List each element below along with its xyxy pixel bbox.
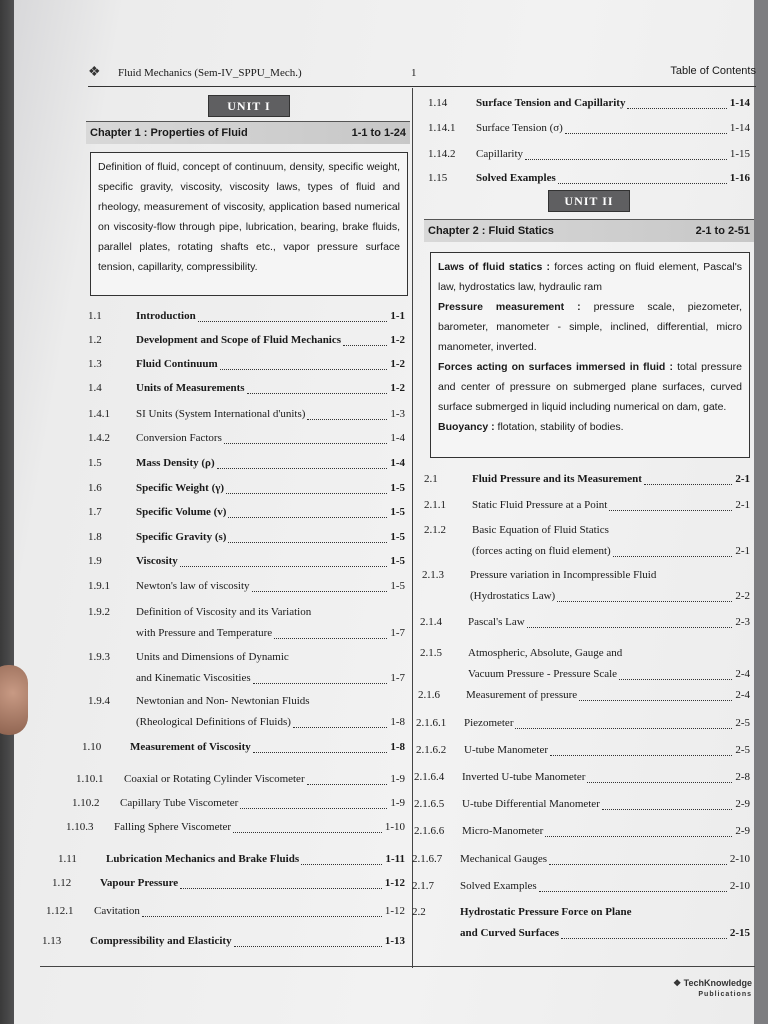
toc-entry-number: 2.1.4 (420, 616, 442, 628)
toc-entry-leader (253, 672, 388, 684)
toc-entry-title: Cavitation (94, 905, 140, 917)
toc-entry-number: 2.1.3 (422, 569, 444, 581)
toc-entry-title: U-tube Manometer (464, 744, 548, 756)
toc-entry-number: 1.12 (52, 877, 72, 889)
syllabus-body-buoyancy: flotation, stability of bodies. (494, 421, 624, 433)
toc-entry-leader (293, 716, 387, 728)
toc-entry-title: Units and Dimensions of Dynamic (136, 651, 289, 663)
toc-entry-page: 2-4 (735, 689, 750, 701)
toc-entry-leader (180, 555, 388, 567)
brand-sub: Publications (698, 991, 752, 998)
toc-entry-page: 1-8 (390, 741, 405, 753)
toc-entry-title: SI Units (System International d'units) (136, 408, 306, 420)
toc-entry-number: 1.12.1 (46, 905, 74, 917)
toc-entry-title: Piezometer (464, 717, 514, 729)
toc-entry-leader (619, 668, 732, 680)
toc-entry-title: Development and Scope of Fluid Mechanics (136, 334, 342, 346)
toc-entry (88, 531, 405, 549)
toc-entry-title: Static Fluid Pressure at a Point (472, 499, 608, 511)
toc-entry-leader (587, 771, 732, 783)
toc-entry-leader (565, 122, 727, 134)
toc-entry-leader (217, 457, 388, 469)
toc-entry-leader (228, 531, 387, 543)
toc-entry-title: Measurement of pressure (466, 689, 578, 701)
toc-entry-leader (233, 821, 382, 833)
toc-entry-page: 2-10 (729, 853, 750, 865)
toc-entry (424, 499, 750, 517)
toc-entry-page: 1-2 (390, 382, 405, 394)
toc-entry-number: 2.1.1 (424, 499, 446, 511)
toc-entry-leader (602, 798, 732, 810)
toc-entry-number: 1.9.1 (88, 580, 110, 592)
toc-entry-leader (253, 741, 388, 753)
toc-entry-page: 1-2 (390, 334, 405, 346)
toc-entry (422, 569, 750, 602)
toc-entry-number: 1.10.1 (76, 773, 104, 785)
toc-entry-number: 1.6 (88, 482, 102, 494)
toc-entry-page: 2-10 (729, 880, 750, 892)
page-header (88, 64, 756, 87)
toc-entry-number: 1.9.2 (88, 606, 110, 618)
toc-entry-title: Inverted U-tube Manometer (462, 771, 586, 783)
toc-entry-leader (557, 590, 732, 602)
toc-entry-title: Newton's law of viscosity (136, 580, 250, 592)
toc-entry-number: 2.1.6.5 (414, 798, 445, 810)
toc-entry-title: Fluid Pressure and its Measurement (472, 473, 642, 485)
toc-entry-title: Introduction (136, 310, 196, 322)
toc-entry-page: 1-5 (390, 531, 405, 543)
toc-entry-page: 1-5 (390, 506, 405, 518)
toc-entry (42, 935, 405, 953)
toc-entry (46, 905, 405, 923)
book-title: Fluid Mechanics (Sem-IV_SPPU_Mech.) (118, 67, 302, 79)
toc-entry-number: 2.1 (424, 473, 438, 485)
toc-entry-number: 2.1.2 (424, 524, 446, 536)
toc-entry-page: 1-8 (390, 716, 405, 728)
toc-entry-title-continued: Vacuum Pressure - Pressure Scale (468, 668, 618, 680)
toc-entry-leader (561, 927, 727, 939)
toc-entry-number: 1.10.2 (72, 797, 100, 809)
toc-entry-number: 2.1.6.1 (416, 717, 447, 729)
toc-entry (412, 906, 750, 939)
toc-entry-page: 1-5 (390, 555, 405, 567)
toc-entry-number: 2.1.5 (420, 647, 442, 659)
toc-entry-title: Pressure variation in Incompressible Fluid (470, 569, 657, 581)
toc-entry (420, 616, 750, 634)
toc-entry-page: 1-3 (390, 408, 405, 420)
chapter-1-title: Chapter 1 : Properties of Fluid (90, 127, 248, 139)
toc-entry-page: 2-9 (735, 825, 750, 837)
toc-entry-leader (198, 310, 388, 322)
toc-entry-title: Fluid Continuum (136, 358, 218, 370)
toc-entry-number: 2.1.7 (412, 880, 434, 892)
toc-entry (414, 771, 750, 789)
chapter-1-pages: 1-1 to 1-24 (351, 127, 406, 139)
toc-entry (88, 310, 405, 328)
toc-entry-page: 2-2 (735, 590, 750, 602)
toc-entry-title: Capillary Tube Viscometer (120, 797, 239, 809)
toc-entry (88, 555, 405, 573)
toc-entry-page: 1-4 (390, 432, 405, 444)
syllabus-head-pressure: Pressure measurement : (438, 301, 581, 313)
toc-entry-leader (224, 432, 387, 444)
toc-entry-title: Coaxial or Rotating Cylinder Viscometer (124, 773, 305, 785)
toc-entry (412, 853, 750, 871)
toc-entry-leader (558, 172, 727, 184)
toc-entry-leader (609, 499, 732, 511)
chapter-2-pages: 2-1 to 2-51 (695, 225, 750, 237)
toc-entry-leader (613, 545, 733, 557)
chapter-1-syllabus: Definition of fluid, concept of continuum, density, specific weight, specific gravity, viscosity, viscosity laws, types of fluid and rheology, measurement of viscosity, application based numerical on viscosity-flow through pipe, lubrication, bearing, brake fluids, parallel plates, rotating shafts etc., vapor pressure surface tension, capillarity, compressibility. (90, 152, 408, 296)
toc-entry-leader (550, 744, 732, 756)
toc-entry-leader (274, 627, 387, 639)
page-number: 1 (411, 67, 417, 79)
toc-entry-number: 1.9 (88, 555, 102, 567)
syllabus-head-laws: Laws of fluid statics : (438, 261, 551, 273)
toc-entry (416, 744, 750, 762)
toc-entry-page: 1-14 (729, 97, 750, 109)
toc-entry-page: 2-15 (729, 927, 750, 939)
toc-entry-title: Vapour Pressure (100, 877, 179, 889)
syllabus-head-forces: Forces acting on surfaces immersed in fluid : (438, 361, 673, 373)
toc-entry-leader (527, 616, 733, 628)
chapter-2-syllabus (430, 252, 750, 458)
toc-entry-title: Hydrostatic Pressure Force on Plane (460, 906, 632, 918)
toc-entry-title: Falling Sphere Viscometer (114, 821, 232, 833)
toc-entry-number: 2.2 (412, 906, 426, 918)
toc-entry-number: 1.2 (88, 334, 102, 346)
toc-entry (424, 524, 750, 557)
toc-entry-title: Capillarity (476, 148, 524, 160)
toc-entry-leader (525, 148, 727, 160)
toc-entry-number: 2.1.6.2 (416, 744, 447, 756)
toc-entry-page: 2-1 (735, 499, 750, 511)
toc-entry-number: 1.3 (88, 358, 102, 370)
unit-2-label: UNIT II (548, 190, 630, 212)
toc-entry (88, 408, 405, 426)
toc-entry (72, 797, 405, 815)
toc-entry-number: 1.4.1 (88, 408, 110, 420)
toc-entry (418, 689, 750, 707)
toc-entry-title: Surface Tension and Capillarity (476, 97, 626, 109)
column-divider (412, 88, 413, 968)
toc-entry-number: 1.14.1 (428, 122, 456, 134)
toc-entry (420, 647, 750, 680)
toc-entry (88, 334, 405, 352)
toc-entry (52, 877, 405, 895)
toc-entry-title: Pascal's Law (468, 616, 525, 628)
toc-entry-title: Viscosity (136, 555, 178, 567)
toc-entry (88, 580, 405, 598)
toc-entry-title: Newtonian and Non- Newtonian Fluids (136, 695, 310, 707)
toc-entry-number: 1.1 (88, 310, 102, 322)
toc-entry-page: 1-7 (390, 627, 405, 639)
toc-entry-page: 1-7 (390, 672, 405, 684)
toc-entry-page: 2-5 (735, 717, 750, 729)
toc-entry-number: 1.9.3 (88, 651, 110, 663)
syllabus-head-buoyancy: Buoyancy : (438, 421, 495, 433)
toc-entry-page: 1-11 (385, 853, 405, 865)
toc-entry-title-continued: (Rheological Definitions of Fluids) (136, 716, 291, 728)
toc-entry-title: Solved Examples (476, 172, 556, 184)
brand-logo-icon: ❖ (673, 978, 682, 988)
toc-entry (428, 122, 750, 140)
toc-entry-page: 2-3 (735, 616, 750, 628)
toc-entry-leader (220, 358, 388, 370)
toc-entry-leader (180, 877, 382, 889)
toc-entry-leader (545, 825, 732, 837)
toc-entry-page: 1-9 (390, 773, 405, 785)
toc-entry-title: Mass Density (ρ) (136, 457, 215, 469)
toc-entry (88, 432, 405, 450)
toc-entry (88, 358, 405, 376)
toc-entry (58, 853, 405, 871)
syllabus-body-laws: forces acting on fluid element, Pascal's law, hydrostatics law, hydraulic ram (438, 261, 742, 293)
toc-entry-title: Conversion Factors (136, 432, 222, 444)
toc-entry-page: 2-1 (735, 545, 750, 557)
toc-entry-title: Micro-Manometer (462, 825, 544, 837)
toc-entry-title: Compressibility and Elasticity (90, 935, 232, 947)
toc-entry-leader (549, 853, 727, 865)
toc-entry-leader (627, 97, 726, 109)
toc-entry (416, 717, 750, 735)
toc-entry-leader (252, 580, 388, 592)
toc-entry-title: Definition of Viscosity and its Variation (136, 606, 312, 618)
toc-entry (412, 880, 750, 898)
toc-entry-number: 2.1.6.6 (414, 825, 445, 837)
toc-entry-title-continued: (Hydrostatics Law) (470, 590, 556, 602)
toc-entry-title: Mechanical Gauges (460, 853, 548, 865)
toc-entry-leader (307, 773, 388, 785)
syllabus-body-forces: total pressure and center of pressure on submerged plane surfaces, curved surface submerged in liquid including numerical on dam, gate. (438, 361, 742, 413)
toc-entry-leader (579, 689, 732, 701)
toc-entry-number: 1.5 (88, 457, 102, 469)
toc-entry-leader (644, 473, 732, 485)
chapter-1-bar (86, 121, 410, 144)
toc-entry-leader (515, 717, 732, 729)
toc-entry-leader (142, 905, 382, 917)
toc-entry-title: Specific Volume (v) (136, 506, 227, 518)
section-title: Table of Contents (670, 65, 756, 77)
toc-entry-leader (226, 482, 387, 494)
toc-entry-number: 1.15 (428, 172, 448, 184)
toc-entry (82, 741, 405, 759)
toc-entry-title: Specific Weight (γ) (136, 482, 225, 494)
toc-entry-title: Solved Examples (460, 880, 537, 892)
toc-entry-page: 2-5 (735, 744, 750, 756)
toc-entry (88, 382, 405, 400)
toc-entry-title: Measurement of Viscosity (130, 741, 251, 753)
footer-rule (40, 966, 755, 967)
toc-entry-page: 1-15 (729, 148, 750, 160)
toc-entry-number: 1.4.2 (88, 432, 110, 444)
brand-name: TechKnowledge (683, 978, 752, 988)
toc-entry-number: 1.10.3 (66, 821, 94, 833)
toc-entry (88, 482, 405, 500)
toc-entry-page: 2-9 (735, 798, 750, 810)
toc-entry-page: 2-1 (735, 473, 750, 485)
toc-entry-page: 1-14 (729, 122, 750, 134)
toc-entry-number: 1.9.4 (88, 695, 110, 707)
toc-entry-leader (240, 797, 387, 809)
toc-entry-number: 1.14.2 (428, 148, 456, 160)
toc-entry-title-continued: with Pressure and Temperature (136, 627, 273, 639)
toc-entry-title: Basic Equation of Fluid Statics (472, 524, 609, 536)
toc-entry (66, 821, 405, 839)
toc-entry-page: 1-4 (390, 457, 405, 469)
toc-entry-leader (234, 935, 382, 947)
toc-entry (424, 473, 750, 491)
toc-entry-page: 1-12 (384, 877, 405, 889)
toc-entry (428, 148, 750, 166)
toc-entry-page: 1-10 (384, 821, 405, 833)
toc-entry-page: 1-5 (390, 580, 405, 592)
toc-entry (88, 651, 405, 684)
toc-entry-number: 2.1.6.4 (414, 771, 445, 783)
toc-entry-leader (301, 853, 382, 865)
toc-entry (76, 773, 405, 791)
toc-entry-title: Surface Tension (σ) (476, 122, 563, 134)
toc-entry-page: 1-9 (390, 797, 405, 809)
toc-entry-title: Atmospheric, Absolute, Gauge and (468, 647, 623, 659)
chapter-2-bar (424, 219, 754, 242)
toc-entry-number: 2.1.6.7 (412, 853, 443, 865)
toc-entry-number: 1.7 (88, 506, 102, 518)
toc-entry-number: 1.11 (58, 853, 77, 865)
toc-entry-page: 1-12 (384, 905, 405, 917)
toc-entry-number: 2.1.6 (418, 689, 440, 701)
publisher-logo-icon: ❖ (88, 65, 101, 80)
toc-entry (414, 798, 750, 816)
toc-entry-leader (228, 506, 387, 518)
toc-entry (88, 695, 405, 728)
unit-1-label: UNIT I (208, 95, 290, 117)
toc-entry-title: Specific Gravity (s) (136, 531, 227, 543)
toc-entry-title: Lubrication Mechanics and Brake Fluids (106, 853, 300, 865)
toc-entry (428, 172, 750, 190)
toc-entry-number: 1.8 (88, 531, 102, 543)
toc-entry-page: 1-5 (390, 482, 405, 494)
toc-entry-leader (247, 382, 388, 394)
toc-entry-title-continued: and Kinematic Viscosities (136, 672, 251, 684)
toc-entry (88, 457, 405, 475)
toc-entry-leader (307, 408, 387, 420)
toc-entry-page: 1-2 (390, 358, 405, 370)
toc-entry-leader (343, 334, 387, 346)
toc-entry (88, 506, 405, 524)
toc-entry-page: 1-16 (729, 172, 750, 184)
publisher-brand (673, 978, 752, 1000)
toc-entry-title: Units of Measurements (136, 382, 245, 394)
toc-entry-title-continued: (forces acting on fluid element) (472, 545, 611, 557)
toc-entry-number: 1.13 (42, 935, 62, 947)
toc-entry-page: 1-13 (384, 935, 405, 947)
toc-entry-number: 1.10 (82, 741, 102, 753)
toc-entry-number: 1.14 (428, 97, 448, 109)
toc-entry-number: 1.4 (88, 382, 102, 394)
syllabus-body-pressure: pressure scale, piezometer, barometer, manometer - simple, inclined, differential, micro manometer, inverted. (438, 301, 743, 353)
toc-entry-title: U-tube Differential Manometer (462, 798, 600, 810)
toc-entry-title-continued: and Curved Surfaces (460, 927, 560, 939)
toc-entry (428, 97, 750, 115)
toc-entry (414, 825, 750, 843)
toc-entry-page: 1-1 (390, 310, 405, 322)
toc-entry-page: 2-8 (735, 771, 750, 783)
toc-entry-page: 2-4 (735, 668, 750, 680)
thumb (0, 665, 28, 735)
chapter-2-title: Chapter 2 : Fluid Statics (428, 225, 554, 237)
toc-entry-leader (539, 880, 727, 892)
toc-entry (88, 606, 405, 639)
